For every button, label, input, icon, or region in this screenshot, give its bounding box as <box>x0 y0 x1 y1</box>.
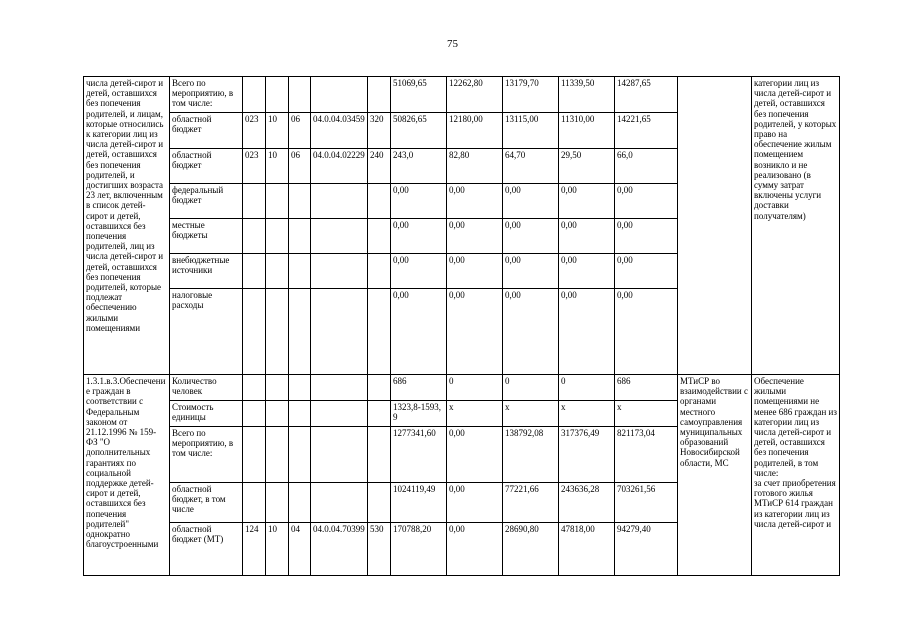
code-cell: 04.0.04.03459 <box>311 113 368 149</box>
value-cell: х <box>503 401 559 427</box>
value-cell: 703261,56 <box>615 483 678 523</box>
code-cell <box>266 427 289 483</box>
activity-name: 1.3.1.в.3.Обеспечение граждан в соответствии с Федеральным законом от 21.12.1996 № 159-ФЗ "О дополнительных гарантиях по социальной поддержке детей-сирот и детей, оставшихся без попечения родителей" однократно благоустроенными <box>84 375 170 576</box>
code-cell <box>289 401 311 427</box>
code-cell <box>243 427 266 483</box>
code-cell: 10 <box>266 149 289 184</box>
code-cell: 10 <box>266 113 289 149</box>
value-cell: 0,00 <box>447 483 503 523</box>
value-cell: 12180,00 <box>447 113 503 149</box>
value-cell: 51069,65 <box>391 77 447 113</box>
table-row <box>84 375 840 401</box>
value-cell: х <box>559 401 615 427</box>
funding-source: областной бюджет <box>170 149 243 184</box>
code-cell <box>368 289 391 375</box>
value-cell: 0,00 <box>447 219 503 254</box>
code-cell <box>243 289 266 375</box>
value-cell: 0,00 <box>447 254 503 289</box>
value-cell: 94279,40 <box>615 523 678 576</box>
code-cell: 04.0.04.70399 <box>311 523 368 576</box>
code-cell <box>311 219 368 254</box>
value-cell: 12262,80 <box>447 77 503 113</box>
code-cell <box>266 254 289 289</box>
table-row <box>84 77 840 113</box>
value-cell: 0,00 <box>615 289 678 375</box>
code-cell <box>266 219 289 254</box>
expected-result: категории лиц из числа детей-сирот и детей, оставшихся без попечения родителей, у которых право на обеспечение жилым помещением возникло и не реализовано (в сумму затрат включены услуги доставки получателям) <box>752 77 840 375</box>
value-cell: 0 <box>447 375 503 401</box>
value-cell: 0,00 <box>391 254 447 289</box>
code-cell: 320 <box>368 113 391 149</box>
value-cell: 29,50 <box>559 149 615 184</box>
code-cell <box>243 483 266 523</box>
code-cell <box>266 184 289 219</box>
code-cell <box>368 77 391 113</box>
code-cell <box>266 289 289 375</box>
code-cell <box>311 184 368 219</box>
value-cell: 0 <box>503 375 559 401</box>
value-cell: 0,00 <box>559 289 615 375</box>
code-cell: 06 <box>289 149 311 184</box>
value-cell: 0,00 <box>503 289 559 375</box>
code-cell <box>289 219 311 254</box>
code-cell: 023 <box>243 149 266 184</box>
value-cell: 0,00 <box>559 219 615 254</box>
value-cell: 0,00 <box>559 184 615 219</box>
value-cell: 243,0 <box>391 149 447 184</box>
code-cell <box>289 77 311 113</box>
funding-source: внебюджетные источники <box>170 254 243 289</box>
funding-source: Всего по мероприятию, в том числе: <box>170 427 243 483</box>
value-cell: 0,00 <box>559 254 615 289</box>
code-cell <box>311 289 368 375</box>
code-cell <box>368 401 391 427</box>
value-cell: 0,00 <box>447 523 503 576</box>
value-cell: 28690,80 <box>503 523 559 576</box>
code-cell <box>311 77 368 113</box>
value-cell: 0,00 <box>615 254 678 289</box>
value-cell: 66,0 <box>615 149 678 184</box>
value-cell: 0,00 <box>615 219 678 254</box>
code-cell <box>289 289 311 375</box>
value-cell: 0,00 <box>391 289 447 375</box>
code-cell: 240 <box>368 149 391 184</box>
code-cell <box>368 219 391 254</box>
value-cell: х <box>615 401 678 427</box>
funding-source: областной бюджет, в том числе <box>170 483 243 523</box>
code-cell: 124 <box>243 523 266 576</box>
value-cell: 13115,00 <box>503 113 559 149</box>
code-cell <box>243 219 266 254</box>
value-cell: 0,00 <box>447 184 503 219</box>
code-cell <box>243 401 266 427</box>
code-cell <box>289 483 311 523</box>
code-cell <box>311 483 368 523</box>
value-cell: 77221,66 <box>503 483 559 523</box>
value-cell: х <box>447 401 503 427</box>
funding-source: Количество человек <box>170 375 243 401</box>
code-cell <box>368 375 391 401</box>
code-cell <box>243 375 266 401</box>
value-cell: 0,00 <box>503 254 559 289</box>
value-cell: 317376,49 <box>559 427 615 483</box>
value-cell: 170788,20 <box>391 523 447 576</box>
value-cell: 13179,70 <box>503 77 559 113</box>
value-cell: 1024119,49 <box>391 483 447 523</box>
value-cell: 0,00 <box>503 219 559 254</box>
code-cell <box>311 401 368 427</box>
value-cell: 0,00 <box>391 219 447 254</box>
value-cell: 0,00 <box>503 184 559 219</box>
funding-source: областной бюджет (МТ) <box>170 523 243 576</box>
value-cell: 11310,00 <box>559 113 615 149</box>
activity-name: числа детей-сирот и детей, оставшихся без попечения родителей, и лицам, которые относились к категории лиц из числа детей-сирот и детей, оставшихся без попечения родителей, и достигших возраста 23 лет, включенным в список детей-сирот и детей, оставшихся без попечения родителей, лиц из числа детей-сирот и детей, оставшихся без попечения родителей, которые подлежат обеспечению жилыми помещениями <box>84 77 170 375</box>
code-cell <box>266 483 289 523</box>
funding-source: областной бюджет <box>170 113 243 149</box>
value-cell: 1277341,60 <box>391 427 447 483</box>
executor-cell: МТиСР во взаимодействии с органами местного самоуправления муниципальных образований Новосибирской области, МС <box>678 375 752 576</box>
value-cell: 14221,65 <box>615 113 678 149</box>
code-cell <box>243 77 266 113</box>
code-cell: 04.0.04.02229 <box>311 149 368 184</box>
code-cell <box>368 483 391 523</box>
code-cell: 04 <box>289 523 311 576</box>
code-cell <box>311 375 368 401</box>
value-cell: 11339,50 <box>559 77 615 113</box>
code-cell <box>266 401 289 427</box>
code-cell <box>289 184 311 219</box>
value-cell: 64,70 <box>503 149 559 184</box>
code-cell <box>243 254 266 289</box>
code-cell: 023 <box>243 113 266 149</box>
code-cell <box>289 427 311 483</box>
value-cell: 50826,65 <box>391 113 447 149</box>
code-cell <box>368 427 391 483</box>
code-cell: 10 <box>266 523 289 576</box>
code-cell <box>368 254 391 289</box>
funding-source: Всего по мероприятию, в том числе: <box>170 77 243 113</box>
value-cell: 0,00 <box>391 184 447 219</box>
value-cell: 0 <box>559 375 615 401</box>
executor-cell <box>678 77 752 375</box>
funding-source: налоговые расходы <box>170 289 243 375</box>
value-cell: 686 <box>391 375 447 401</box>
code-cell <box>368 184 391 219</box>
program-activities-table <box>83 76 840 576</box>
code-cell <box>289 375 311 401</box>
value-cell: 138792,08 <box>503 427 559 483</box>
funding-source: местные бюджеты <box>170 219 243 254</box>
value-cell: 14287,65 <box>615 77 678 113</box>
funding-source: федеральный бюджет <box>170 184 243 219</box>
value-cell: 0,00 <box>447 289 503 375</box>
code-cell <box>266 77 289 113</box>
code-cell <box>311 427 368 483</box>
code-cell: 530 <box>368 523 391 576</box>
code-cell: 06 <box>289 113 311 149</box>
funding-source: Стоимость единицы <box>170 401 243 427</box>
code-cell <box>289 254 311 289</box>
value-cell: 0,00 <box>447 427 503 483</box>
value-cell: 821173,04 <box>615 427 678 483</box>
value-cell: 82,80 <box>447 149 503 184</box>
value-cell: 0,00 <box>615 184 678 219</box>
value-cell: 243636,28 <box>559 483 615 523</box>
value-cell: 1323,8-1593,9 <box>391 401 447 427</box>
code-cell <box>243 184 266 219</box>
expected-result: Обеспечение жилыми помещениями не менее 686 граждан из категории лиц из числа детей-сирот и детей, оставшихся без попечения родителей, в том числе: за счет приобретения готового жилья МТиСР 614 граждан из категории лиц из числа детей-сирот и <box>752 375 840 576</box>
page-number: 75 <box>447 38 458 50</box>
value-cell: 686 <box>615 375 678 401</box>
value-cell: 47818,00 <box>559 523 615 576</box>
code-cell <box>266 375 289 401</box>
code-cell <box>311 254 368 289</box>
